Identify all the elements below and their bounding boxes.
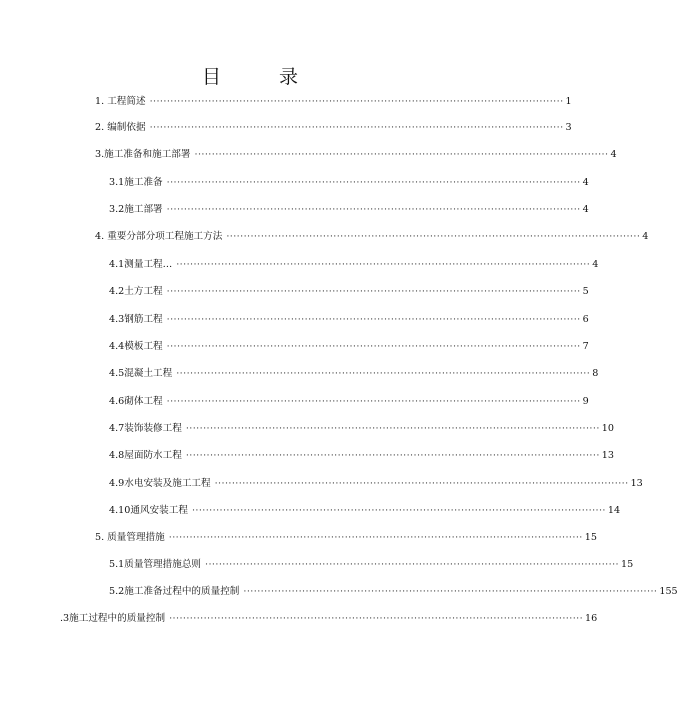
- toc-entry-page: 14: [607, 505, 621, 516]
- toc-leader-dots: ························································································································: [185, 450, 600, 461]
- toc-entry-label: 3.1施工准备: [109, 177, 163, 188]
- toc-entry-label: 4.5混凝土工程: [109, 368, 173, 379]
- toc-entry: [60, 612, 598, 626]
- toc-leader-dots: ························································································································: [191, 505, 606, 516]
- toc-entry-page: 1: [565, 96, 572, 107]
- toc-entry: [109, 585, 678, 599]
- toc-entry-page: 15: [584, 532, 597, 543]
- toc-entry-page: 4: [610, 149, 617, 160]
- toc-leader-dots: ························································································································: [166, 177, 581, 188]
- toc-entry-label: 3.施工准备和施工部署: [95, 149, 191, 160]
- toc-leader-dots: ························································································································: [166, 314, 581, 325]
- toc-entry: [109, 558, 634, 572]
- toc-entry: [95, 531, 597, 545]
- toc-leader-dots: ························································································································: [176, 259, 591, 270]
- toc-entry-label: 5.2施工准备过程中的质量控制: [109, 586, 240, 597]
- toc-leader-dots: ························································································································: [205, 559, 619, 570]
- toc-entry-label: 5. 质量管理措施: [95, 532, 165, 543]
- toc-leader-dots: ························································································································: [166, 204, 581, 215]
- toc-entry: [95, 95, 572, 109]
- toc-entry-page: 4: [582, 204, 589, 215]
- toc-entry-label: 4. 重要分部分项工程施工方法: [95, 231, 223, 242]
- toc-entry-label: 4.7装饰装修工程: [109, 423, 182, 434]
- toc-entry-label: 4.1测量工程…: [109, 259, 173, 270]
- toc-entry-label: 3.2施工部署: [109, 204, 163, 215]
- toc-entry-page: 9: [582, 396, 589, 407]
- toc-entry-page: 6: [582, 314, 589, 325]
- toc-entry-page: 4: [592, 259, 599, 270]
- toc-entry-page: 15: [620, 559, 634, 570]
- toc-entry: [109, 176, 589, 190]
- toc-leader-dots: ························································································································: [149, 96, 564, 107]
- toc-entry-page: 13: [601, 450, 614, 461]
- toc-entry: [109, 504, 621, 518]
- toc-entry-page: 7: [582, 341, 589, 352]
- toc-entry: [95, 121, 572, 135]
- toc-entry-label: 4.4模板工程: [109, 341, 163, 352]
- toc-title: 目 录: [201, 66, 325, 88]
- toc-leader-dots: ························································································································: [226, 231, 641, 242]
- toc-entry: [95, 148, 617, 162]
- toc-entry-label: 4.3钢筋工程: [109, 314, 163, 325]
- toc-entry: [109, 340, 589, 354]
- toc-leader-dots: ························································································································: [185, 423, 600, 434]
- toc-entry-label: 4.10通风安装工程: [109, 505, 188, 516]
- toc-entry-label: 4.6砌体工程: [109, 396, 163, 407]
- toc-entry-label: 4.9水电安装及施工工程: [109, 478, 211, 489]
- toc-leader-dots: ························································································································: [176, 368, 591, 379]
- toc-entry-page: 8: [592, 368, 599, 379]
- toc-entry-page: 13: [630, 478, 643, 489]
- toc-leader-dots: ························································································································: [169, 613, 584, 624]
- toc-entry-page: 16: [585, 613, 598, 624]
- toc-entry-page: 4: [642, 231, 649, 242]
- toc-leader-dots: ························································································································: [214, 478, 629, 489]
- toc-entry: [109, 477, 643, 491]
- toc-leader-dots: ························································································································: [166, 396, 581, 407]
- toc-entry: [109, 367, 599, 381]
- toc-entry-page: 155: [659, 586, 678, 597]
- toc-entry-label: 5.1质量管理措施总则: [109, 559, 202, 570]
- toc-leader-dots: ························································································································: [243, 586, 658, 597]
- toc-entry-page: 4: [582, 177, 589, 188]
- toc-entry-label: 4.8屋面防水工程: [109, 450, 182, 461]
- toc-leader-dots: ························································································································: [149, 122, 564, 133]
- toc-entry-label: .3施工过程中的质量控制: [60, 613, 166, 624]
- toc-entry: [95, 230, 649, 244]
- toc-entry: [109, 449, 614, 463]
- toc-leader-dots: ························································································································: [168, 532, 583, 543]
- toc-entry-page: 3: [565, 122, 572, 133]
- toc-entry: [109, 313, 589, 327]
- toc-entry-page: 5: [582, 286, 589, 297]
- toc-entry: [109, 203, 589, 217]
- toc-entry-label: 2. 编制依据: [95, 122, 146, 133]
- toc-entry: [109, 422, 614, 436]
- toc-entry-label: 4.2土方工程: [109, 286, 163, 297]
- toc-leader-dots: ························································································································: [194, 149, 609, 160]
- toc-leader-dots: ························································································································: [166, 341, 581, 352]
- toc-entry: [109, 258, 599, 272]
- toc-entry: [109, 395, 589, 409]
- toc-entry-page: 10: [601, 423, 614, 434]
- toc-entry: [109, 285, 589, 299]
- toc-entry-label: 1. 工程简述: [95, 96, 146, 107]
- toc-leader-dots: ························································································································: [166, 286, 581, 297]
